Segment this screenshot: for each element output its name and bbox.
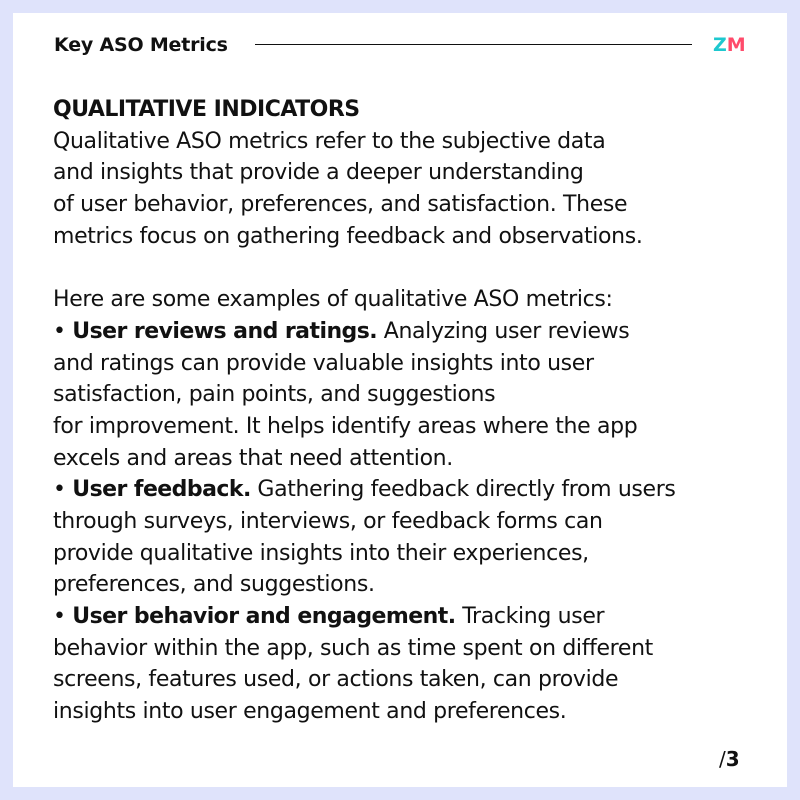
list-item-line: and ratings can provide valuable insights into user xyxy=(53,350,594,376)
list-item-first-line xyxy=(53,601,781,633)
list-item-line: behavior within the app, such as time spent on different xyxy=(53,635,653,661)
list-item-line: for improvement. It helps identify areas where the app xyxy=(53,413,638,439)
bullet: • xyxy=(53,477,73,503)
slide-card xyxy=(13,13,787,787)
list-item-line: provide qualitative insights into their experiences, xyxy=(53,540,589,566)
page-number-value: 3 xyxy=(725,747,740,771)
list-item-term: User behavior and engagement. xyxy=(72,604,456,629)
list-item-line: insights into user engagement and preferences. xyxy=(53,699,567,725)
bullet: • xyxy=(53,604,73,629)
list-item-term: User reviews and ratings. xyxy=(72,318,378,344)
bullet: • xyxy=(53,318,73,344)
list-item-text: Tracking user xyxy=(455,604,605,629)
zm-logo xyxy=(713,33,746,57)
slide-header xyxy=(54,33,754,59)
page-slash: / xyxy=(719,747,726,771)
section-heading: QUALITATIVE INDICATORS xyxy=(53,97,360,122)
intro-line: of user behavior, preferences, and satisfaction. These xyxy=(53,192,628,218)
intro-line: metrics focus on gathering feedback and observations. xyxy=(53,223,643,249)
examples-intro: Here are some examples of qualitative ASO metrics: xyxy=(53,287,613,313)
intro-line: and insights that provide a deeper understanding xyxy=(53,160,584,186)
logo-letter-z: Z xyxy=(713,34,727,56)
page-number xyxy=(719,746,740,772)
slide-content xyxy=(53,94,781,728)
list-item-first-line xyxy=(53,316,781,348)
list-item-line: preferences, and suggestions. xyxy=(53,572,375,598)
list-item-line: screens, features used, or actions taken, can provide xyxy=(53,667,619,693)
logo-letter-m: M xyxy=(726,34,746,56)
list-item-term: User feedback. xyxy=(72,477,251,503)
paragraph-spacer xyxy=(53,252,781,284)
list-item-line: satisfaction, pain points, and suggestions xyxy=(53,382,496,408)
list-item-text: Analyzing user reviews xyxy=(377,318,630,344)
header-title: Key ASO Metrics xyxy=(54,34,228,56)
list-item-line: excels and areas that need attention. xyxy=(53,445,453,471)
list-item-line: through surveys, interviews, or feedback forms can xyxy=(53,508,603,534)
list-item-first-line xyxy=(53,474,781,506)
header-divider xyxy=(255,44,692,45)
list-item-text: Gathering feedback directly from users xyxy=(250,477,676,503)
intro-line: Qualitative ASO metrics refer to the subjective data xyxy=(53,128,606,154)
